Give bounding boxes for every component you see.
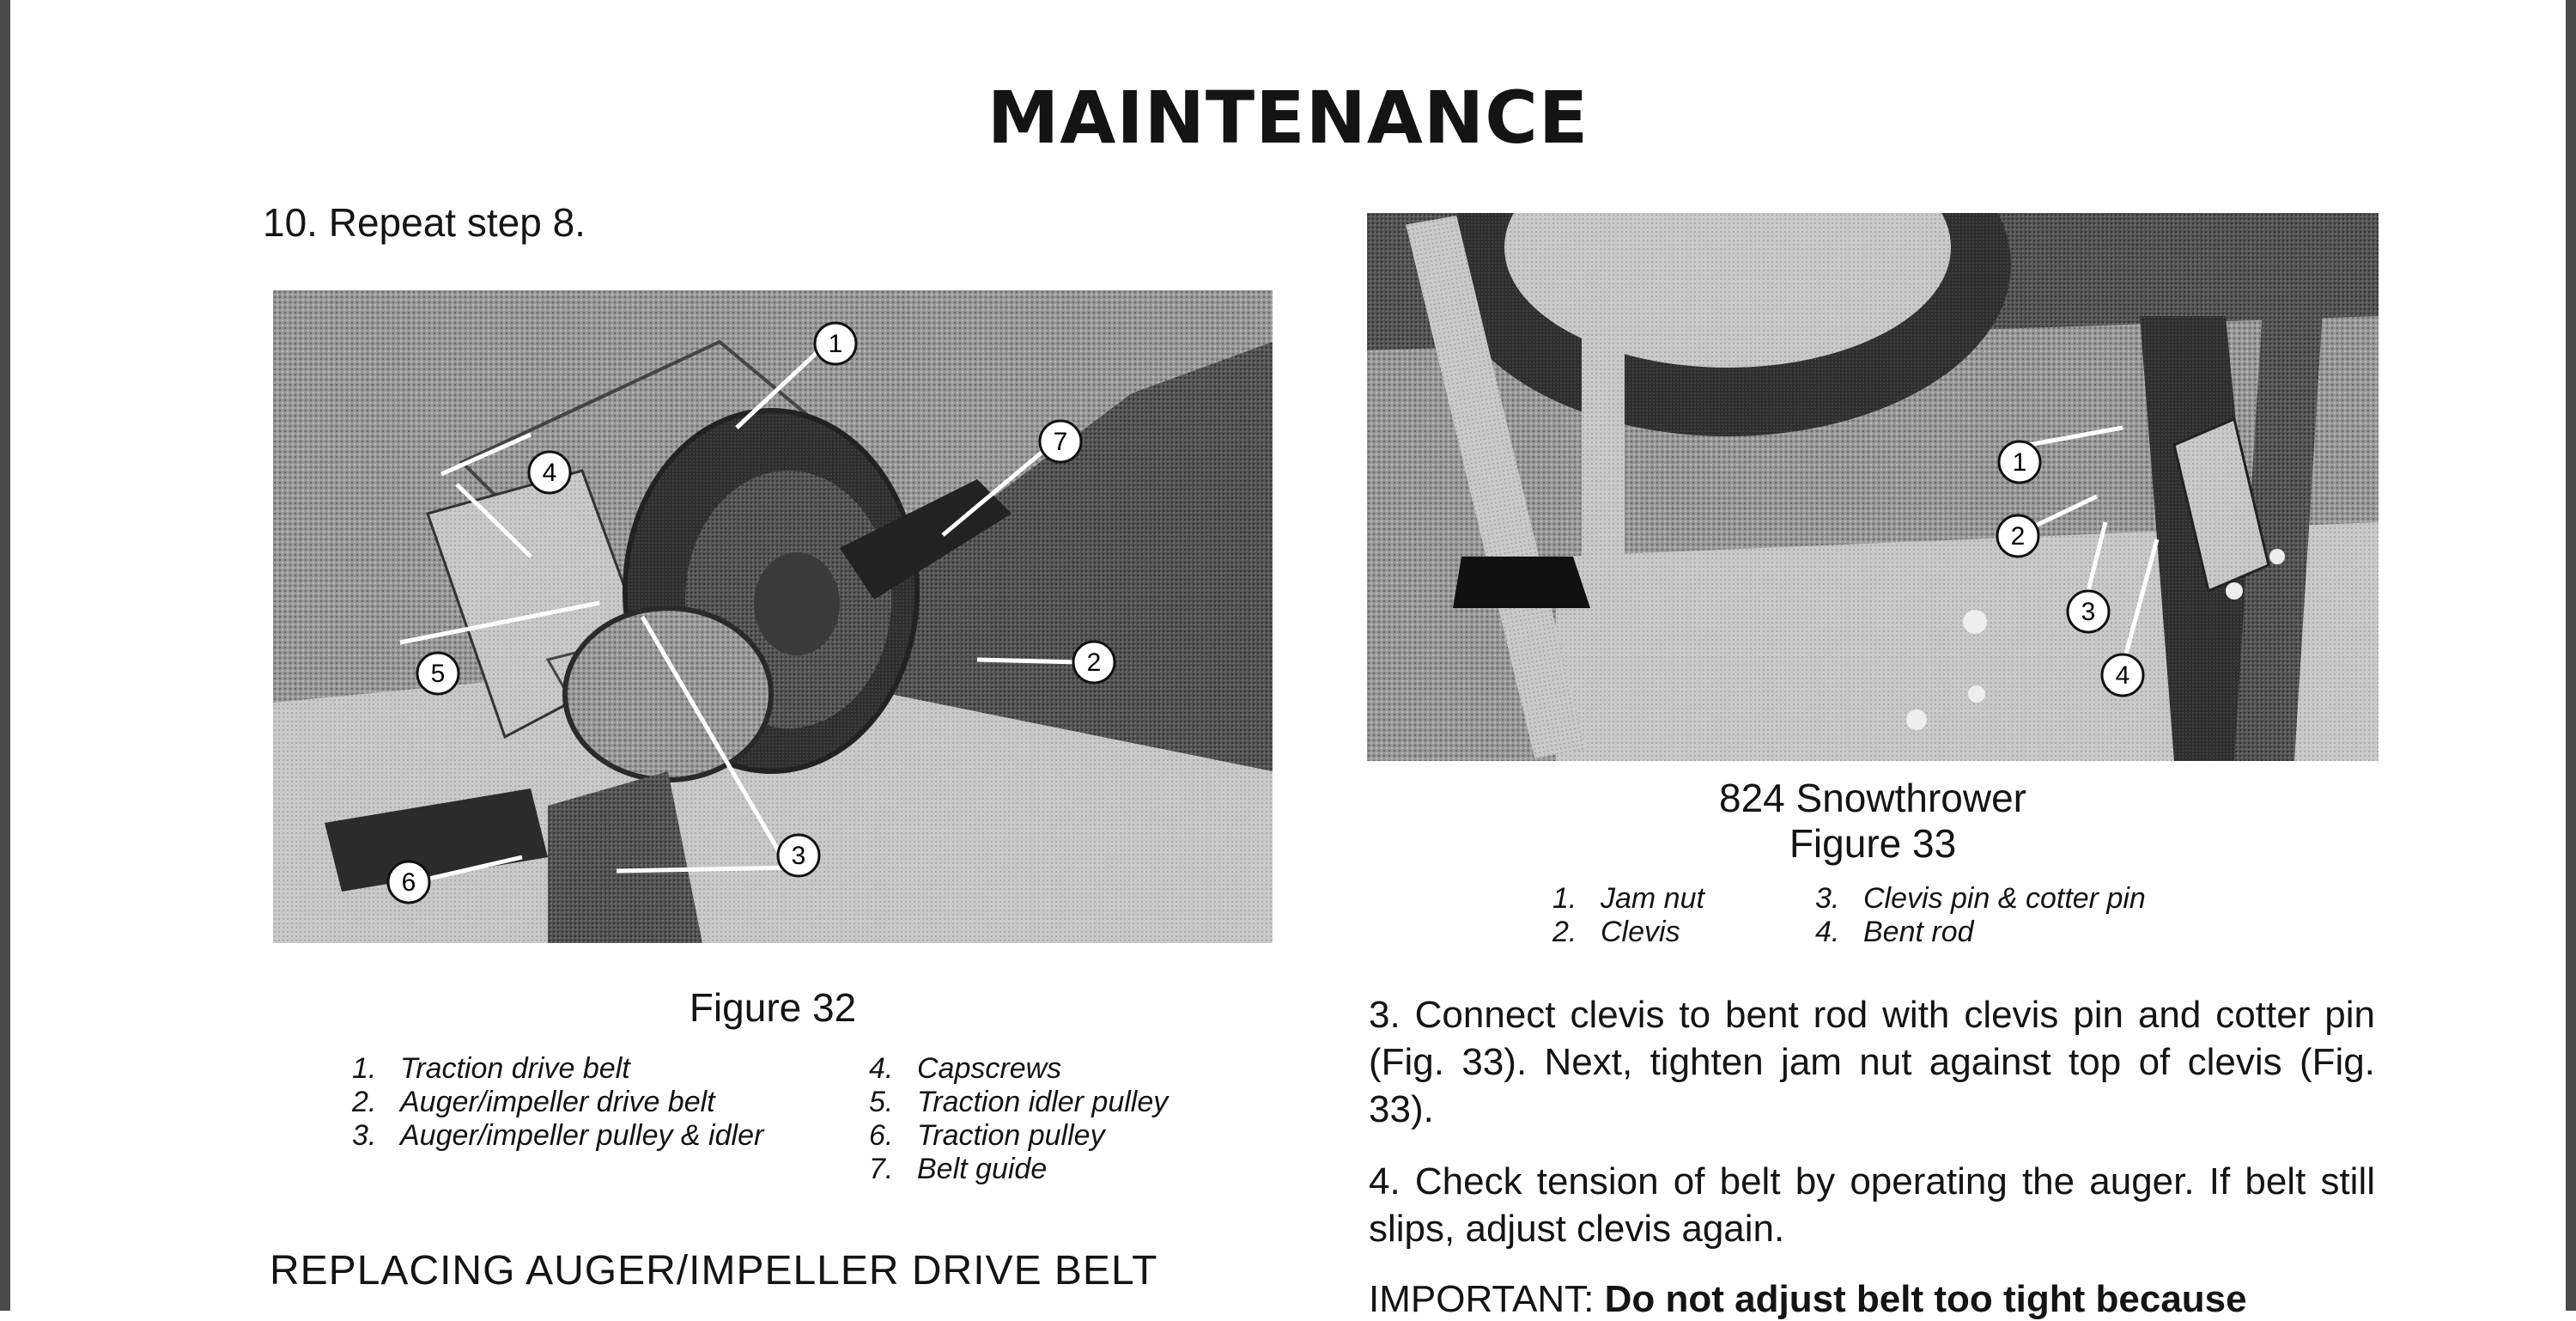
figure-32-legend-item: 3. Auger/impeller pulley & idler [352, 1119, 764, 1152]
figure-32-photo [273, 290, 1273, 943]
viewer-border-right [2566, 0, 2576, 1311]
figure-33-legend-item: 1. Jam nut [1552, 882, 1704, 915]
callout-2-marker [1997, 515, 2038, 557]
figure-32-caption: Figure 32 [689, 985, 857, 1030]
figure-33-photo [1367, 213, 2379, 761]
callout-3-marker [2068, 591, 2109, 632]
figure-32-legend-item: 7. Belt guide [869, 1153, 1048, 1185]
page-title: MAINTENANCE [987, 76, 1589, 160]
callout-6-marker [388, 861, 429, 903]
figure-32-legend-item: 5. Traction idler pulley [869, 1086, 1169, 1118]
callout-5-label: 5 [430, 660, 446, 688]
figure-32-legend-item: 1. Traction drive belt [352, 1052, 630, 1085]
figure-32-legend-item: 2. Auger/impeller drive belt [352, 1086, 715, 1118]
callout-3-marker [778, 835, 819, 876]
callout-6-label: 6 [401, 868, 416, 897]
important-label: IMPORTANT: [1369, 1278, 1595, 1320]
callout-4-marker [529, 452, 570, 493]
figure-32-illustration [273, 290, 1273, 943]
callout-4-marker [2102, 654, 2143, 696]
callout-2-label: 2 [2010, 522, 2026, 551]
callout-2-marker [1073, 642, 1115, 683]
callout-1-label: 1 [828, 330, 843, 358]
viewer-border-left [0, 0, 10, 1311]
figure-33-model-label: 824 Snowthrower [1719, 776, 2026, 820]
callout-2-label: 2 [1086, 648, 1102, 677]
figure-33-illustration [1367, 213, 2379, 761]
figure-33-legend-item: 3. Clevis pin & cotter pin [1815, 882, 2146, 915]
step-3-paragraph: 3. Connect clevis to bent rod with clevis pin and cotter pin (Fig. 33). Next, tighten jam nut against top of clevis (Fig. 33). [1369, 994, 2375, 1130]
callout-5-marker [417, 653, 459, 694]
step-4-paragraph: 4. Check tension of belt by operating the auger. If belt still slips, adjust clevis again. [1369, 1160, 2375, 1250]
callout-4-label: 4 [542, 459, 557, 487]
callout-1-label: 1 [2012, 448, 2027, 477]
callout-4-label: 4 [2115, 661, 2130, 690]
callout-7-label: 7 [1053, 428, 1068, 456]
important-note [1369, 1278, 2247, 1321]
figure-32-legend-item: 4. Capscrews [869, 1052, 1062, 1085]
callout-3-label: 3 [2081, 598, 2096, 626]
figure-33-caption: Figure 33 [1789, 821, 1957, 866]
important-text: Do not adjust belt too tight because [1594, 1278, 2247, 1320]
figure-33-legend-item: 4. Bent rod [1815, 916, 1974, 948]
figure-32-legend-item: 6. Traction pulley [869, 1119, 1105, 1152]
callout-1-marker [1999, 441, 2040, 483]
section-heading: REPLACING AUGER/IMPELLER DRIVE BELT [270, 1248, 1158, 1294]
callout-7-marker [1040, 421, 1081, 462]
callout-1-marker [815, 323, 856, 364]
figure-33-legend-item: 2. Clevis [1552, 916, 1680, 948]
callout-3-label: 3 [791, 842, 806, 870]
step-10: 10. Repeat step 8. [263, 200, 586, 245]
